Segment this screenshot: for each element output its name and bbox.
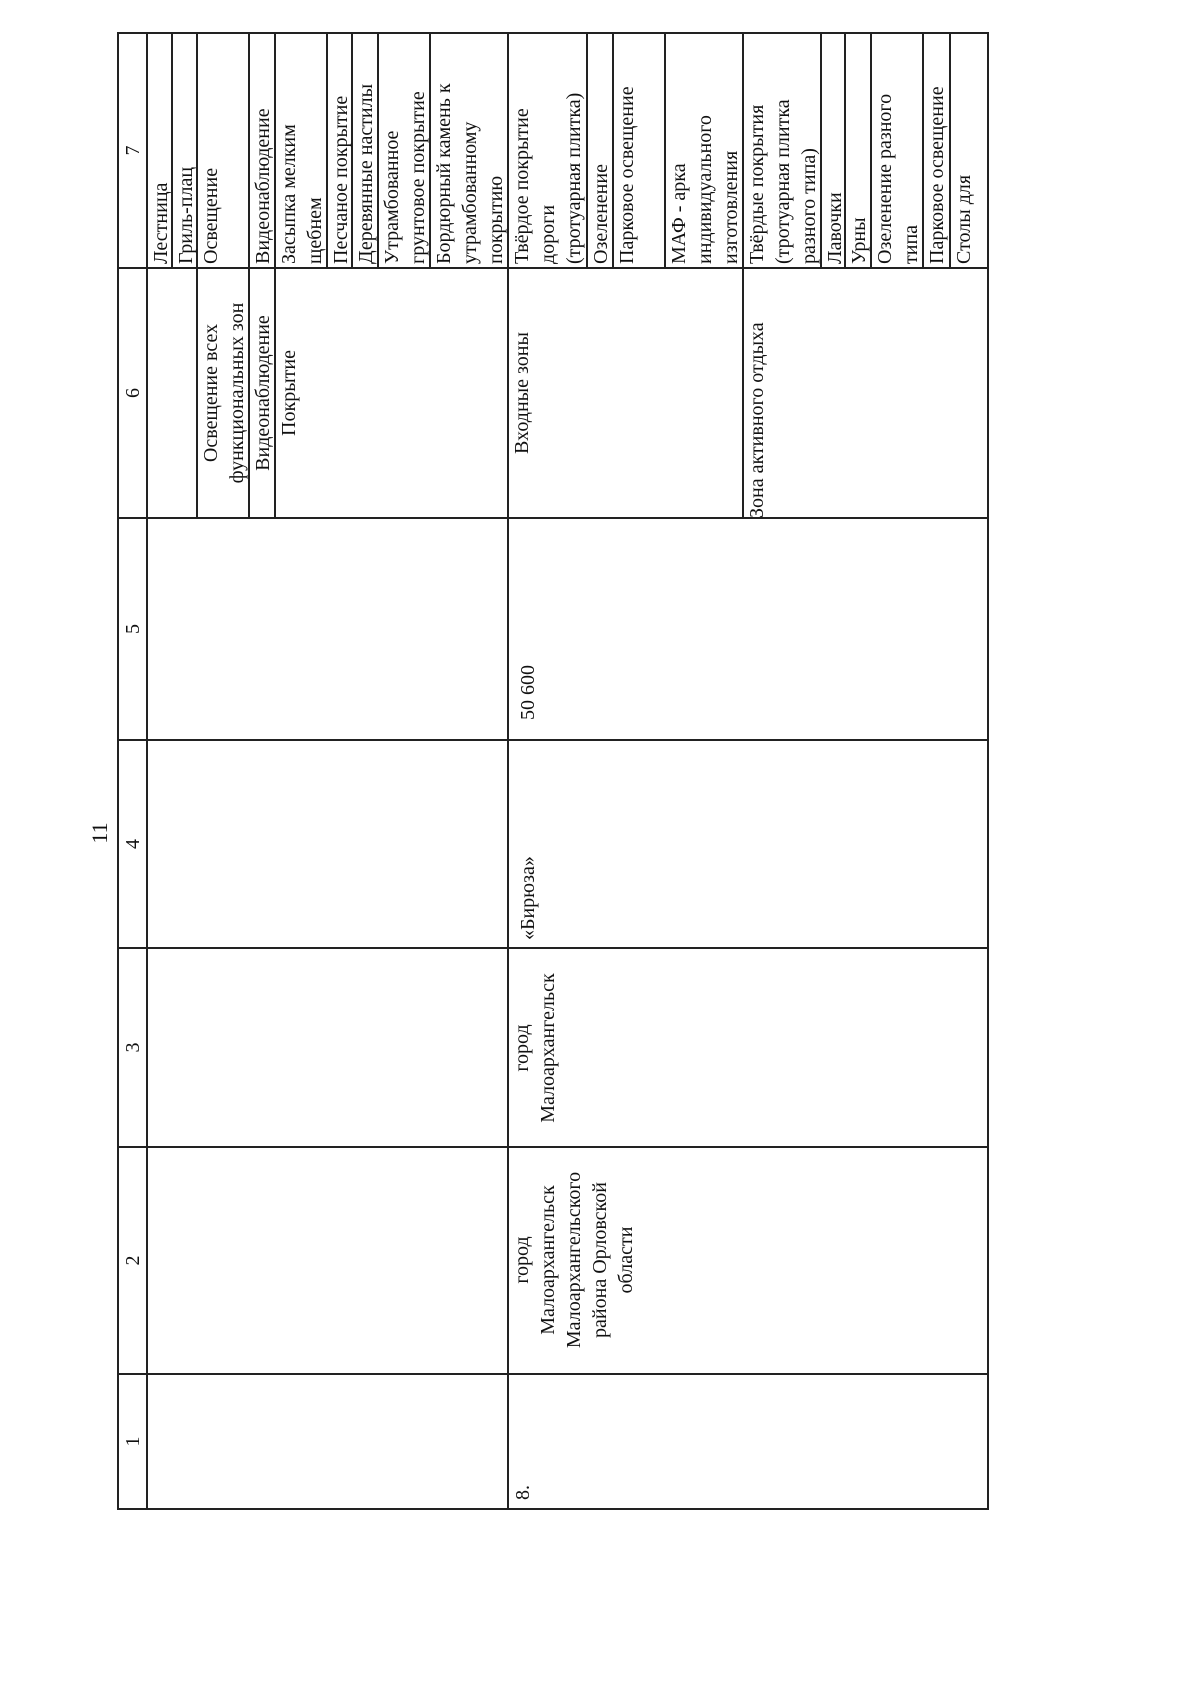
col7-item: Деревянные настилы — [355, 83, 377, 264]
column-number-7: 7 — [122, 145, 144, 156]
col6-entrance-zones: Входные зоны — [511, 332, 533, 454]
col7-item: Гриль-плац — [175, 166, 197, 264]
col7-item: Твёрдое покрытие дороги (тротуарная плитка) — [511, 92, 585, 264]
col7-item: Озеленение — [590, 164, 612, 264]
row-number: 8. — [512, 1485, 534, 1500]
col7-item: Утрамбованное грунтовое покрытие — [381, 91, 429, 264]
col7-item: Видеонаблюдение — [252, 108, 274, 264]
col7-item: Озеленение разного типа — [874, 93, 922, 264]
row8-object-name: «Бирюза» — [517, 856, 539, 940]
col7-item: Бордюрный камень к утрамбованному покрытию — [433, 83, 507, 264]
column-number-2: 2 — [122, 1255, 144, 1266]
column-number-4: 4 — [122, 839, 144, 849]
col6-video-surveillance: Видеонаблюдение — [252, 315, 274, 471]
col7-item: Парковое освещение — [926, 86, 948, 264]
col7-item: Песчаное покрытие — [330, 95, 352, 264]
col7-item: МАФ - арка индивидуального изготовления — [668, 115, 742, 264]
col7-item: Урны — [848, 217, 870, 264]
col6-coverage: Покрытие — [278, 350, 300, 436]
column-number-6: 6 — [122, 388, 144, 398]
row8-municipality: город Малоархангельск Малоархангельского района Орловской области — [511, 1171, 637, 1349]
page-number: 11 — [87, 822, 112, 844]
column-number-5: 5 — [122, 624, 144, 634]
col7-item: Засыпка мелким щебнем — [278, 124, 326, 264]
col7-item: Парковое освещение — [616, 86, 638, 264]
col7-item: Столы для — [953, 174, 975, 264]
column-number-1: 1 — [122, 1436, 144, 1447]
col7-item: Твёрдые покрытия (тротуарная плитка разного типа) — [746, 99, 820, 264]
row8-settlement: город Малоархангельск — [511, 973, 559, 1123]
col6-active-rest-zone: Зона активного отдыха — [746, 322, 768, 518]
col7-item: Лестница — [150, 182, 172, 264]
col7-item: Лавочки — [824, 192, 846, 264]
col6-lighting-all-zones: Освещение всех функциональных зон — [200, 302, 248, 484]
column-number-3: 3 — [122, 1042, 144, 1053]
row8-area: 50 600 — [517, 665, 539, 720]
col7-item: Освещение — [200, 167, 222, 264]
